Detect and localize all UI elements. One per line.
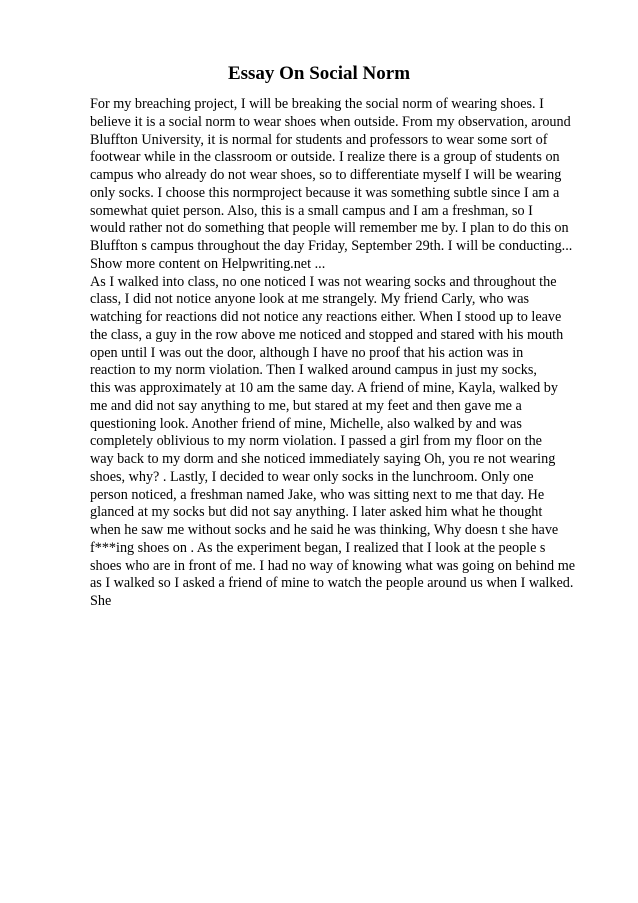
text-line: as I walked so I asked a friend of mine to watch the people around us when I walked. bbox=[90, 575, 574, 592]
text-line: Bluffton s campus throughout the day Friday, September 29th. I will be conducting... bbox=[90, 238, 573, 254]
text-line: Bluffton University, it is normal for students and professors to wear some sort of bbox=[90, 131, 548, 148]
text-line: somewhat quiet person. Also, this is a small campus and I am a freshman, so I bbox=[90, 202, 533, 219]
text-line: f***ing shoes on . As the experiment began, I realized that I look at the people s bbox=[90, 539, 546, 556]
text-line: campus who already do not wear shoes, so to differentiate myself I will be wearing bbox=[90, 167, 562, 183]
text-line: For my breaching project, I will be breaking the social norm of wearing shoes. I bbox=[90, 96, 544, 112]
text-line: believe it is a social norm to wear shoes when outside. From my observation, around bbox=[90, 113, 571, 130]
text-line: me and did not say anything to me, but stared at my feet and then gave me a bbox=[90, 397, 522, 414]
text-line: glanced at my socks but did not say anything. I later asked him what he thought bbox=[90, 504, 543, 521]
text-line: As I walked into class, no one noticed I was not wearing socks and throughout the bbox=[90, 273, 557, 290]
show-more-line: Show more content on Helpwriting.net ... bbox=[90, 255, 326, 272]
text-line: the class, a guy in the row above me noticed and stopped and stared with his mouth bbox=[90, 326, 564, 343]
text-line: watching for reactions did not notice any reactions either. When I stood up to leave bbox=[90, 309, 562, 325]
text-line: shoes, why? . Lastly, I decided to wear only socks in the lunchroom. Only one bbox=[90, 468, 534, 485]
text-line: class, I did not notice anyone look at me strangely. My friend Carly, who was bbox=[90, 291, 530, 308]
text-line: person noticed, a freshman named Jake, who was sitting next to me that day. He bbox=[90, 486, 545, 503]
text-line: She bbox=[90, 593, 112, 609]
text-line: questioning look. Another friend of mine, Michelle, also walked by and was bbox=[90, 415, 522, 432]
text-line: way back to my dorm and she noticed immediately saying Oh, you re not wearing bbox=[90, 451, 556, 467]
text-line: footwear while in the classroom or outside. I realize there is a group of students on bbox=[90, 149, 560, 166]
text-line: when he saw me without socks and he said he was thinking, Why doesn t she have bbox=[90, 522, 559, 538]
text-line: open until I was out the door, although I have no proof that his action was in bbox=[90, 344, 524, 361]
text-line: would rather not do something that people will remember me by. I plan to do this on bbox=[90, 220, 569, 237]
page-title: Essay On Social Norm bbox=[227, 63, 411, 84]
text-line: reaction to my norm violation. Then I walked around campus in just my socks, bbox=[90, 362, 537, 379]
text-line: only socks. I choose this normproject because it was something subtle since I am a bbox=[90, 184, 560, 201]
text-line: completely oblivious to my norm violation. I passed a girl from my floor on the bbox=[90, 433, 542, 450]
essay-body bbox=[90, 96, 600, 611]
text-line: shoes who are in front of me. I had no way of knowing what was going on behind me bbox=[90, 557, 576, 574]
text-line: this was approximately at 10 am the same day. A friend of mine, Kayla, walked by bbox=[90, 380, 558, 396]
